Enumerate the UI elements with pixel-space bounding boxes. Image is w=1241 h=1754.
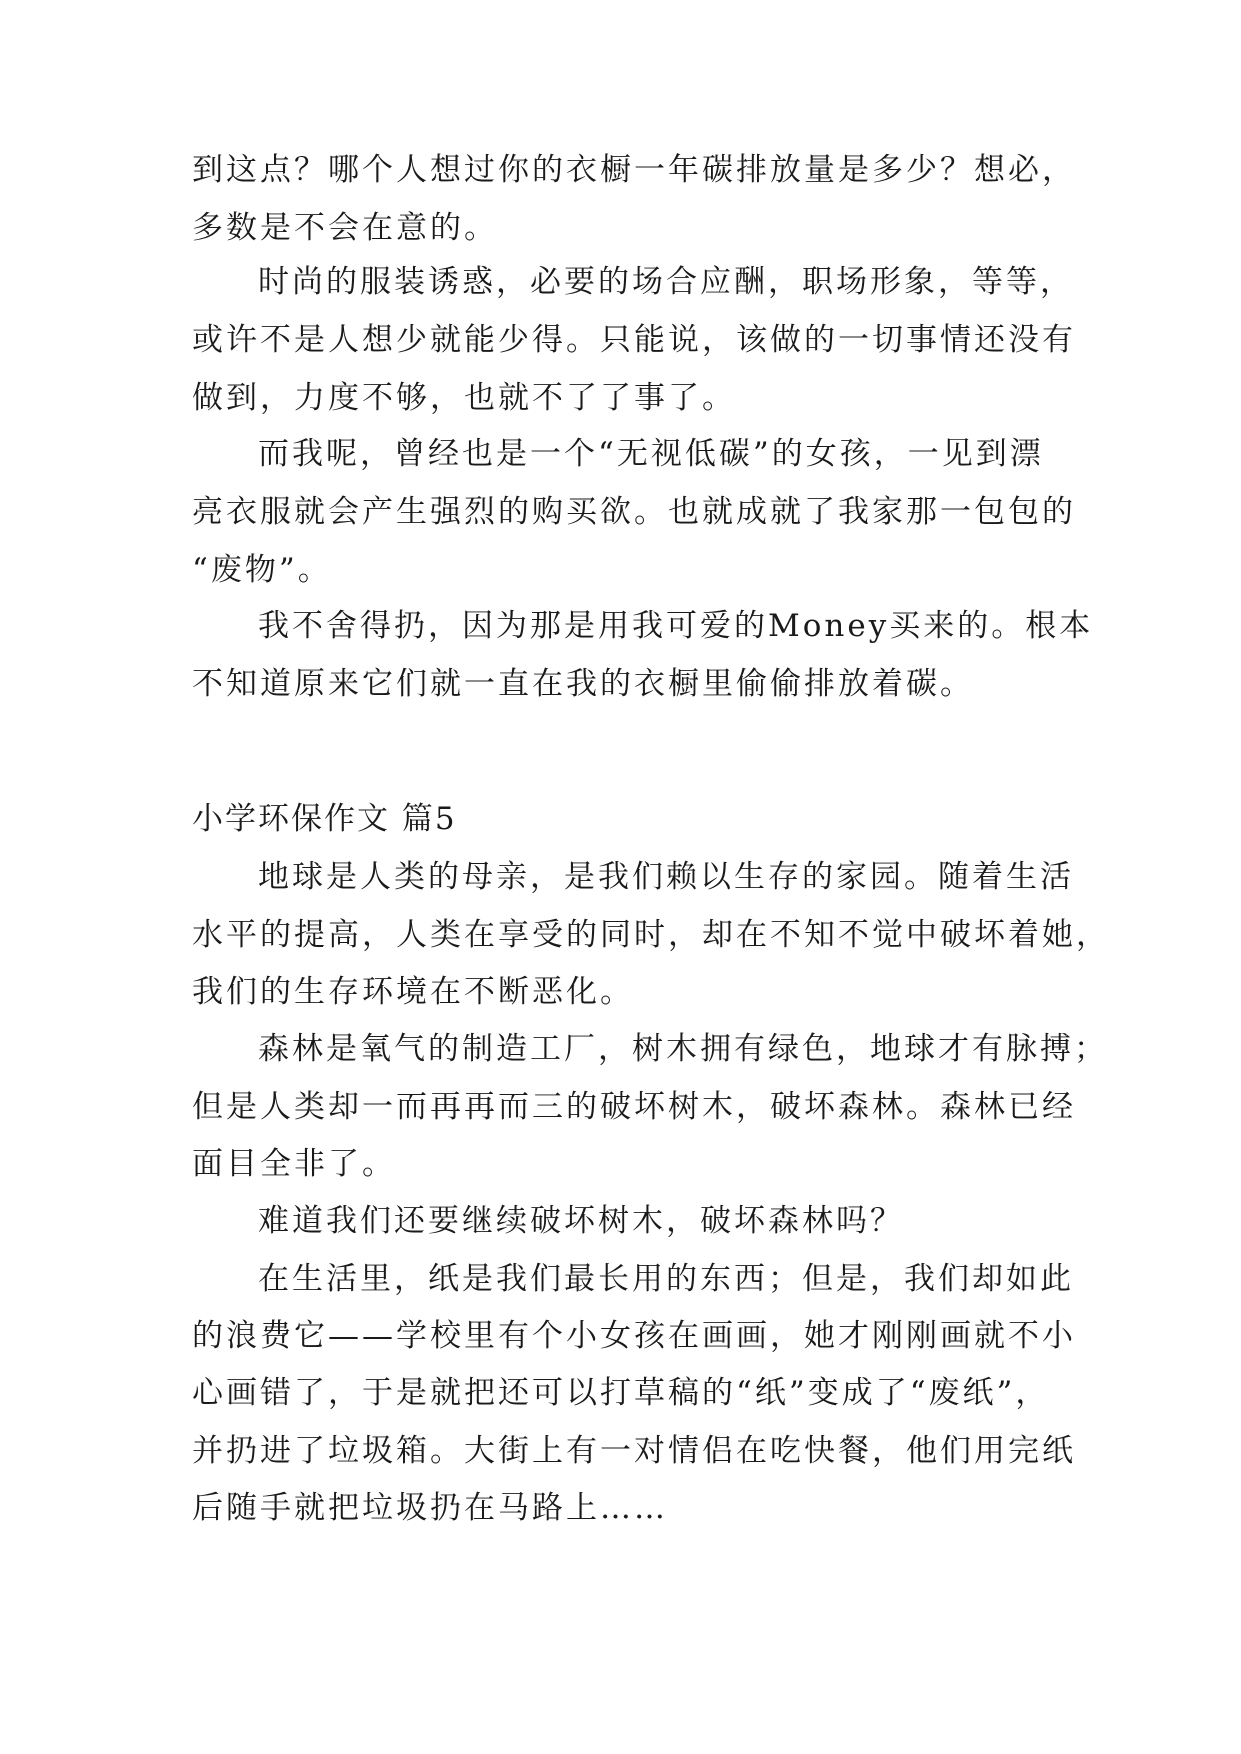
- text-line: 并扔进了垃圾箱。大街上有一对情侣在吃快餐，他们用完纸: [192, 1433, 1076, 1469]
- paragraph-first-line: 我不舍得扔，因为那是用我可爱的Money买来的。根本: [258, 608, 1094, 644]
- text-line: 或许不是人想少就能少得。只能说，该做的一切事情还没有: [192, 322, 1076, 358]
- paragraph-first-line: 而我呢，曾经也是一个“无视低碳”的女孩，一见到漂: [258, 436, 1044, 472]
- paragraph-first-line: 时尚的服装诱惑，必要的场合应酬，职场形象，等等，: [258, 264, 1074, 300]
- text-line: 我们的生存环境在不断恶化。: [192, 974, 634, 1010]
- text-line: 做到，力度不够，也就不了了事了。: [192, 380, 736, 416]
- text-line: “废物”。: [192, 552, 332, 588]
- text-line: 后随手就把垃圾扔在马路上……: [192, 1490, 668, 1526]
- text-line: 水平的提高，人类在享受的同时，却在不知不觉中破坏着她，: [192, 917, 1110, 953]
- paragraph-first-line: 森林是氧气的制造工厂，树木拥有绿色，地球才有脉搏；: [258, 1031, 1108, 1067]
- section-heading: 小学环保作文 篇5: [192, 801, 457, 837]
- text-line: 心画错了，于是就把还可以打草稿的“纸”变成了“废纸”，: [192, 1375, 1050, 1411]
- paragraph-first-line: 难道我们还要继续破坏树木，破坏森林吗？: [258, 1203, 904, 1239]
- paragraph-first-line: 地球是人类的母亲，是我们赖以生存的家园。随着生活: [258, 859, 1074, 895]
- paragraph-first-line: 在生活里，纸是我们最长用的东西；但是，我们却如此: [258, 1261, 1074, 1297]
- text-line: 亮衣服就会产生强烈的购买欲。也就成就了我家那一包包的: [192, 494, 1076, 530]
- text-line: 面目全非了。: [192, 1146, 396, 1182]
- text-line: 多数是不会在意的。: [192, 210, 498, 246]
- text-line: 的浪费它——学校里有个小女孩在画画，她才刚刚画就不小: [192, 1318, 1076, 1354]
- text-line: 到这点？哪个人想过你的衣橱一年碳排放量是多少？想必，: [192, 152, 1076, 188]
- text-line: 但是人类却一而再再而三的破坏树木，破坏森林。森林已经: [192, 1089, 1076, 1125]
- text-line: 不知道原来它们就一直在我的衣橱里偷偷排放着碳。: [192, 666, 974, 702]
